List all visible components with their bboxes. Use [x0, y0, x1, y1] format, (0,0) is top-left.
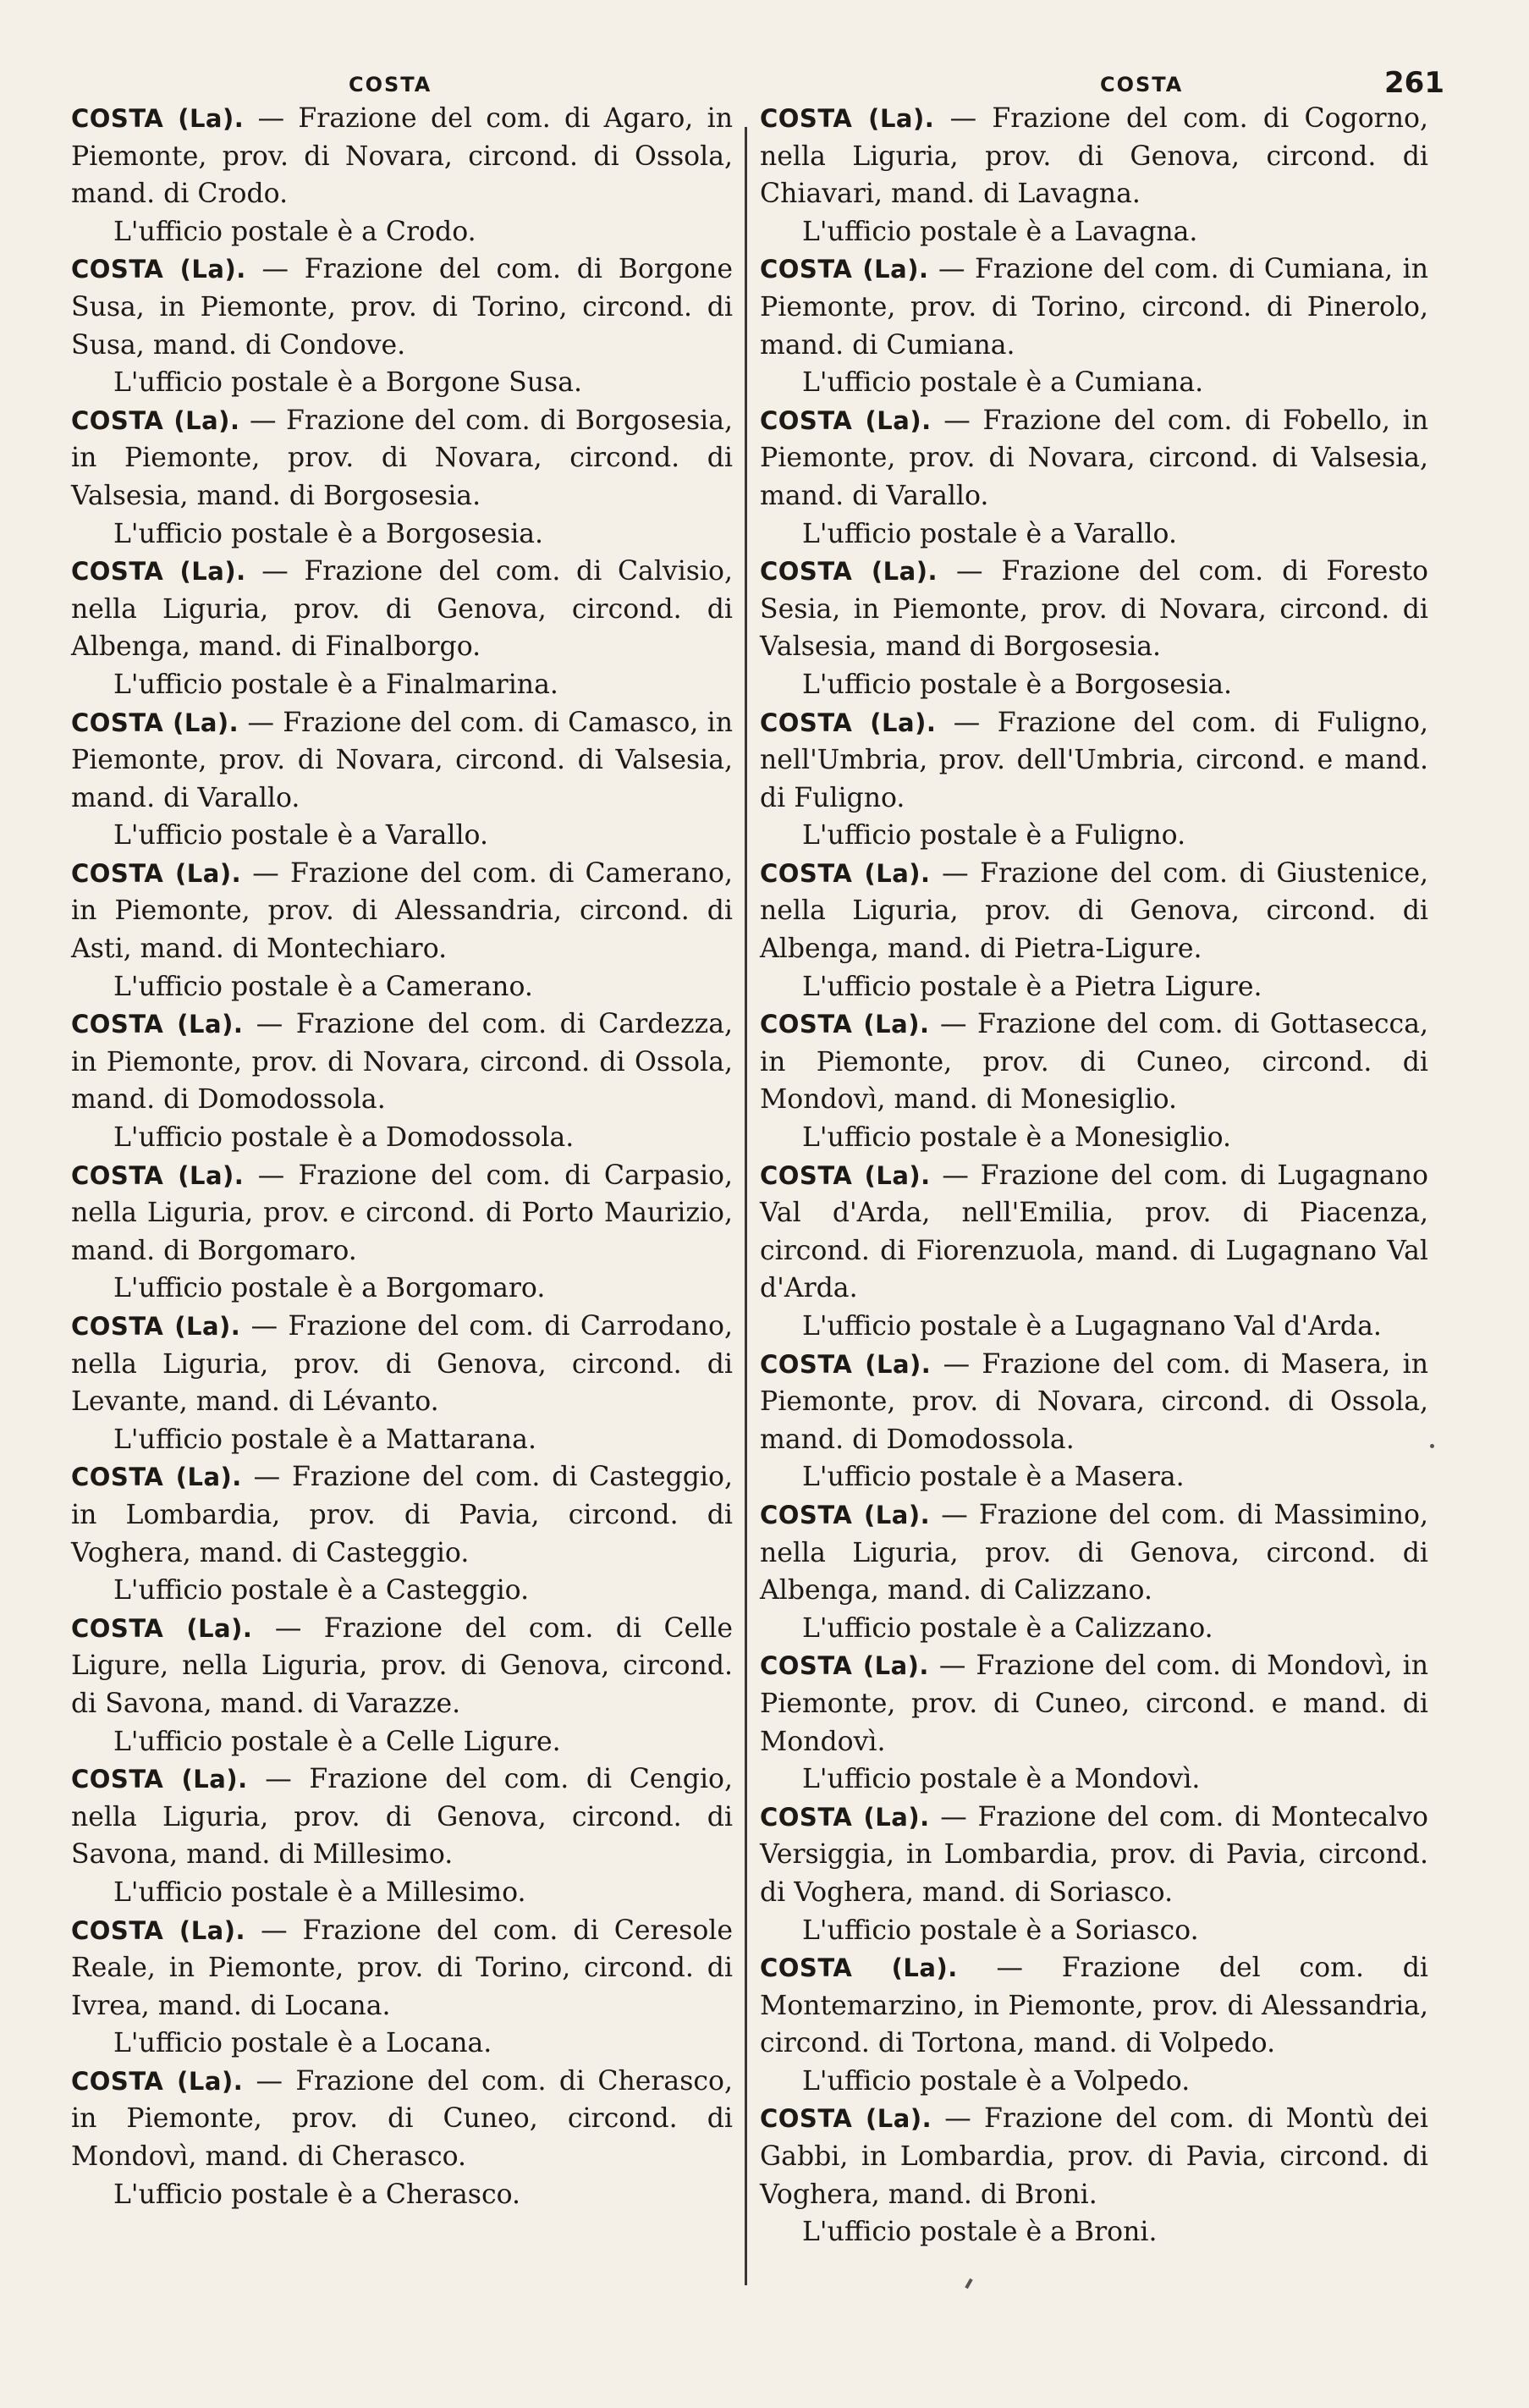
gazetteer-entry [760, 1157, 1428, 1346]
gazetteer-entry [760, 100, 1428, 251]
entry-postal-office: L'ufficio postale è a Lavagna. [802, 216, 1198, 247]
entry-description: — Frazione del com. di Giustenice, nella Liguria, prov. di Genova, circond. di Albenga, mand. di Pietra-Ligure. [760, 857, 1428, 965]
stray-dot-mark [1430, 1444, 1434, 1448]
gazetteer-entry [760, 251, 1428, 401]
entry-text [71, 251, 733, 364]
entry-text [760, 2100, 1428, 2213]
entry-description: — Frazione del com. di Lugagnano Val d'Arda, nell'Emilia, prov. di Piacenza, circond. di Fiorenzuola, mand. di Lugagnano Val d'Arda. [760, 1160, 1429, 1304]
page-number: 261 [1384, 66, 1444, 100]
gazetteer-entry [760, 402, 1428, 553]
gazetteer-entry [760, 855, 1428, 1006]
entry-postal-office: L'ufficio postale è a Borgosesia. [802, 669, 1233, 700]
entry-description: — Frazione del com. di Fuligno, nell'Umbria, prov. dell'Umbria, circond. e mand. di Fuligno. [760, 707, 1428, 813]
entry-postal-office: L'ufficio postale è a Mondovì. [802, 1764, 1201, 1795]
entry-headword: COSTA (La). [760, 557, 938, 587]
entry-description: — Frazione del com. di Casteggio, in Lombardia, prov. di Pavia, circond. di Voghera, mand. di Casteggio. [71, 1462, 734, 1568]
entry-postal-office: L'ufficio postale è a Volpedo. [802, 2065, 1191, 2097]
entry-description: — Frazione del com. di Montù dei Gabbi, in Lombardia, prov. di Pavia, circond. di Voghera, mand. di Broni. [760, 2103, 1428, 2210]
entry-postal-office: L'ufficio postale è a Mattarana. [113, 1424, 536, 1455]
entry-text [71, 1006, 733, 1119]
entry-postal-office: L'ufficio postale è a Cherasco. [113, 2179, 521, 2210]
gazetteer-entry [760, 1496, 1428, 1647]
entry-text [71, 100, 733, 213]
left-column [71, 100, 733, 2213]
entry-description: — Frazione del com. di Cherasco, in Piemonte, prov. di Cuneo, circond. di Mondovì, mand. di Cherasco. [71, 2065, 733, 2173]
entry-description: — Frazione del com. di Borgone Susa, in Piemonte, prov. di Torino, circond. di Susa, mand. di Condove. [71, 254, 733, 361]
entry-text [71, 1458, 733, 1572]
entry-postal-office: L'ufficio postale è a Pietra Ligure. [802, 971, 1262, 1002]
entry-headword: COSTA (La). [760, 1500, 931, 1529]
entry-text [760, 251, 1428, 364]
entry-text [71, 402, 733, 515]
entry-postal-office: L'ufficio postale è a Millesimo. [113, 1876, 526, 1908]
gazetteer-entry [760, 553, 1428, 703]
entry-headword: COSTA (La). [71, 1160, 245, 1190]
gazetteer-entry [71, 100, 733, 251]
gazetteer-entry [71, 553, 733, 703]
entry-headword: COSTA (La). [760, 405, 932, 435]
entry-description: — Frazione del com. di Cogorno, nella Liguria, prov. di Genova, circond. di Chiavari, mand. di Lavagna. [760, 103, 1428, 210]
entry-text [71, 1761, 733, 1874]
entry-description: — Frazione del com. di Cumiana, in Piemonte, prov. di Torino, circond. di Pinerolo, mand. di Cumiana. [760, 254, 1428, 361]
entry-headword: COSTA (La). [71, 1613, 253, 1643]
entry-description: — Frazione del com. di Cengio, nella Liguria, prov. di Genova, circond. di Savona, mand. di Millesimo. [71, 1764, 733, 1871]
entry-headword: COSTA (La). [760, 1160, 931, 1190]
gazetteer-entry [71, 704, 733, 855]
gazetteer-entry [760, 1799, 1428, 1949]
gazetteer-entry [71, 2063, 733, 2213]
entry-postal-office: L'ufficio postale è a Domodossola. [113, 1122, 575, 1154]
entry-text [71, 704, 733, 818]
entry-text [71, 553, 733, 666]
entry-postal-office: L'ufficio postale è a Casteggio. [113, 1575, 530, 1606]
entry-headword: COSTA (La). [71, 1312, 241, 1341]
entry-headword: COSTA (La). [71, 1463, 242, 1492]
gazetteer-entry [760, 1346, 1428, 1496]
entry-text [760, 553, 1428, 666]
entry-headword: COSTA (La). [71, 858, 242, 888]
gazetteer-entry [71, 1912, 733, 2063]
left-running-head: COSTA [349, 73, 432, 96]
entry-postal-office: L'ufficio postale è a Locana. [113, 2028, 492, 2059]
entry-postal-office: L'ufficio postale è a Cumiana. [802, 367, 1204, 399]
entry-text [71, 2063, 733, 2176]
entry-postal-office: L'ufficio postale è a Masera. [802, 1462, 1185, 1493]
gazetteer-entry [760, 1006, 1428, 1156]
entry-description: — Frazione del com. di Mondovì, in Piemonte, prov. di Cuneo, circond. e mand. di Mondovì. [760, 1650, 1429, 1757]
entry-headword: COSTA (La). [71, 708, 239, 737]
entry-text [760, 1949, 1428, 2063]
entry-text [71, 855, 733, 968]
entry-description: — Frazione del com. di Agaro, in Piemonte, prov. di Novara, circond. di Ossola, mand. di Crodo. [71, 103, 734, 210]
entry-postal-office: L'ufficio postale è a Broni. [802, 2217, 1158, 2248]
entry-headword: COSTA (La). [71, 1765, 248, 1794]
entry-headword: COSTA (La). [760, 1010, 930, 1039]
gazetteer-entry [71, 855, 733, 1006]
entry-postal-office: L'ufficio postale è a Lugagnano Val d'Arda. [802, 1311, 1382, 1342]
entry-text [760, 855, 1428, 968]
entry-headword: COSTA (La). [760, 1651, 929, 1681]
entry-headword: COSTA (La). [760, 1802, 930, 1832]
entry-description: — Frazione del com. di Massimino, nella Liguria, prov. di Genova, circond. di Albenga, mand. di Calizzano. [760, 1499, 1429, 1606]
entry-description: — Frazione del com. di Calvisio, nella Liguria, prov. di Genova, circond. di Albenga, mand. di Finalborgo. [71, 556, 733, 663]
entry-headword: COSTA (La). [71, 2066, 244, 2096]
entry-text [760, 402, 1428, 515]
entry-headword: COSTA (La). [71, 1915, 246, 1945]
entry-headword: COSTA (La). [760, 2104, 932, 2134]
gazetteer-entry [71, 1458, 733, 1609]
gazetteer-entry [760, 1647, 1428, 1798]
entry-text [71, 1610, 733, 1723]
entry-text [760, 704, 1428, 818]
entry-postal-office: L'ufficio postale è a Crodo. [113, 216, 476, 247]
gazetteer-entry [71, 1006, 733, 1156]
entry-headword: COSTA (La). [71, 104, 245, 133]
entry-text [760, 1496, 1428, 1610]
entry-headword: COSTA (La). [760, 708, 937, 737]
entry-text [760, 100, 1428, 213]
gazetteer-entry [760, 1949, 1428, 2100]
entry-description: — Frazione del com. di Masera, in Piemonte, prov. di Novara, circond. di Ossola, mand. di Domodossola. [760, 1348, 1428, 1455]
entry-headword: COSTA (La). [71, 255, 246, 284]
entry-headword: COSTA (La). [760, 1953, 958, 1983]
entry-description: — Frazione del com. di Borgosesia, in Piemonte, prov. di Novara, circond. di Valsesia, mand. di Borgosesia. [71, 405, 733, 511]
entry-text [760, 1647, 1428, 1761]
entry-postal-office: L'ufficio postale è a Fuligno. [802, 820, 1186, 851]
entry-postal-office: L'ufficio postale è a Borgomaro. [113, 1273, 546, 1304]
entry-text [71, 1308, 733, 1421]
gazetteer-entry [760, 2100, 1428, 2251]
entry-description: — Frazione del com. di Cardezza, in Piemonte, prov. di Novara, circond. di Ossola, mand. di Domodossola. [71, 1009, 733, 1116]
entry-headword: COSTA (La). [71, 1010, 244, 1039]
entry-headword: COSTA (La). [760, 255, 929, 284]
entry-text [760, 1006, 1428, 1119]
entry-postal-office: L'ufficio postale è a Varallo. [113, 820, 488, 851]
entry-postal-office: L'ufficio postale è a Borgosesia. [113, 518, 544, 549]
right-column [760, 100, 1428, 2251]
entry-description: — Frazione del com. di Carpasio, nella Liguria, prov. e circond. di Porto Maurizio, mand. di Borgomaro. [71, 1160, 734, 1266]
entry-postal-office: L'ufficio postale è a Camerano. [113, 971, 533, 1002]
gazetteer-entry [71, 1157, 733, 1308]
gazetteer-entry [760, 704, 1428, 855]
entry-text [71, 1912, 733, 2025]
entry-headword: COSTA (La). [760, 858, 931, 888]
entry-description: — Frazione del com. di Fobello, in Piemonte, prov. di Novara, circond. di Valsesia, mand. di Varallo. [760, 405, 1428, 511]
entry-headword: COSTA (La). [760, 104, 935, 133]
entry-text [760, 1157, 1428, 1308]
gazetteer-entry [71, 402, 733, 553]
entry-postal-office: L'ufficio postale è a Monesiglio. [802, 1122, 1232, 1154]
entry-description: — Frazione del com. di Carrodano, nella Liguria, prov. di Genova, circond. di Levante, mand. di Lévanto. [71, 1311, 733, 1418]
entry-postal-office: L'ufficio postale è a Varallo. [802, 518, 1177, 549]
entry-description: — Frazione del com. di Ceresole Reale, in Piemonte, prov. di Torino, circond. di Ivrea, mand. di Locana. [71, 1915, 734, 2021]
entry-postal-office: L'ufficio postale è a Calizzano. [802, 1612, 1213, 1644]
entry-text [760, 1799, 1428, 1912]
entry-headword: COSTA (La). [71, 405, 240, 435]
column-divider [745, 127, 747, 2285]
right-running-head: COSTA [1100, 73, 1184, 96]
entry-text [760, 1346, 1428, 1459]
gazetteer-entry [71, 1610, 733, 1761]
entry-description: — Frazione del com. di Celle Ligure, nella Liguria, prov. di Genova, circond. di Savona, mand. di Varazze. [71, 1612, 733, 1719]
entry-description: — Frazione del com. di Camerano, in Piemonte, prov. di Alessandria, circond. di Asti, mand. di Montechiaro. [71, 857, 733, 965]
entry-description: — Frazione del com. di Foresto Sesia, in Piemonte, prov. di Novara, circond. di Valsesia, mand di Borgosesia. [760, 556, 1428, 663]
entry-description: — Frazione del com. di Montecalvo Versiggia, in Lombardia, prov. di Pavia, circond. di Voghera, mand. di Soriasco. [760, 1801, 1429, 1908]
gazetteer-entry [71, 1761, 733, 1911]
entry-headword: COSTA (La). [71, 557, 246, 587]
stray-comma-mark [965, 2279, 972, 2289]
entry-postal-office: L'ufficio postale è a Celle Ligure. [113, 1726, 561, 1757]
entry-postal-office: L'ufficio postale è a Soriasco. [802, 1915, 1199, 1946]
gazetteer-entry [71, 251, 733, 401]
entry-description: — Frazione del com. di Montemarzino, in Piemonte, prov. di Alessandria, circond. di Tortona, mand. di Volpedo. [760, 1953, 1428, 2059]
entry-description: — Frazione del com. di Gottasecca, in Piemonte, prov. di Cuneo, circond. di Mondovì, mand. di Monesiglio. [760, 1009, 1428, 1116]
entry-postal-office: L'ufficio postale è a Borgone Susa. [113, 367, 582, 399]
entry-headword: COSTA (La). [760, 1349, 932, 1379]
entry-text [71, 1157, 733, 1270]
entry-description: — Frazione del com. di Camasco, in Piemonte, prov. di Novara, circond. di Valsesia, mand. di Varallo. [71, 707, 733, 813]
entry-postal-office: L'ufficio postale è a Finalmarina. [113, 669, 558, 700]
gazetteer-entry [71, 1308, 733, 1458]
